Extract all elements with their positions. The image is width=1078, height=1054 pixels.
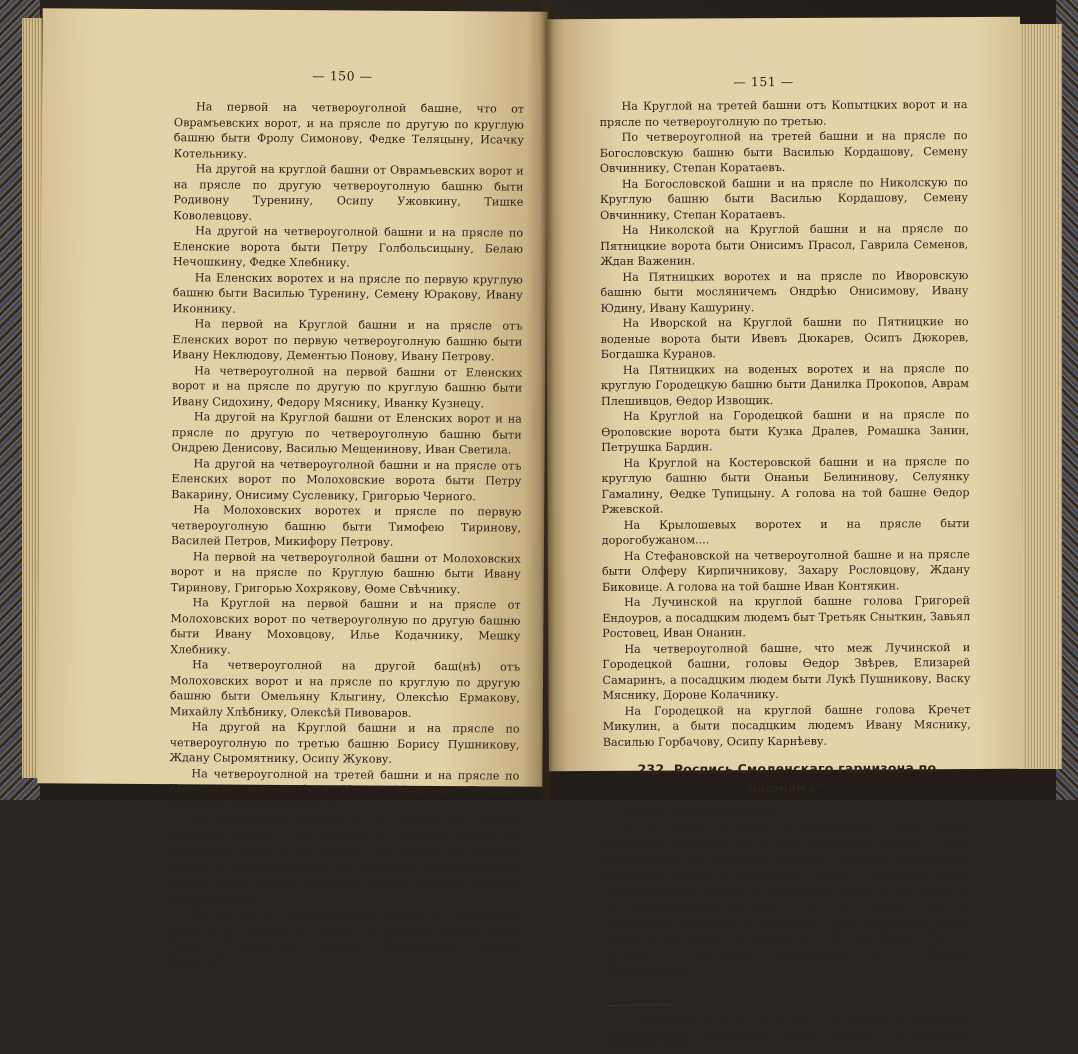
paragraph: На Лучинской на круглой башне голова Григорей Ендоуров, а посадцким людемъ быт Третьяк Сныткин, Завьял Ростовец, Иван Онанин. [602,594,971,640]
paragraph: На четвероуголной башне, что меж Лучинской и Городецкой башни, головы Ѳедор Звѣрев, Елизарей Самаринъ, а посадцким людем быти Лукѣ Пушникову, Васку Мяснику, Дороне Колачнику. [602,640,971,702]
page-edges-right [1018,24,1062,769]
paragraph: На четвероуголной на другой баш(нѣ) отъ Молоховских ворот и на прясле по круглую по другую башню быти Омельяну Клыгину, Олексѣю Ермакову, Михайлу Хлѣбнику, Олексѣй Пивоваров. [169,658,521,720]
paragraph: На Круглой на Городецкой башни и на прясле по Ѳроловские ворота быти Кузка Дралев, Ромашка Занин, Петрушка Бардин. [601,408,970,454]
paragraph: На четвероуголной на первой башни от Еленских ворот и на прясле по другую по круглую башню быти Ивану Сидохину, Федору Мяснику, Иванку Кузнецу. [171,363,523,410]
paragraph: На другой на четвероуголной башни от Копытцких ворот и на прясле по третью по круглую башню быти Юрью Огопьянову, Меркуш Овощевникъ, Артем Коратаевъ. [168,906,519,967]
paragraph: По четвероуголной на третей башни и на прясле по Богословскую башню быти Василью Кордашову, Семену Овчиннику, Степан Коратаевъ. [599,129,968,175]
paragraph: На Стефановской на четвероуголной башне и на прясле быти Олферу Кирпичникову, Захару Рословцову, Ждану Биковице. А голова на той башне Иван Контякин. [601,547,970,594]
paragraph: На другой на четвероуголной башни и на прясле отъ Еленских ворот по Молоховские ворота быти Петру Вакарину, Онисиму Суслевику, Григорью Черного. [171,456,522,503]
paragraph: На Копытцких воротех и на прясле по первую Круглую башню.... На первой на Круглой башни от Копытцких ворот и на прясле.... На другой на Круглой башни от Копытцких ворот по другую по четвероуголную башню быти Ѳедору Бровкину, Ѳедка Канкинъ, Матѳѣй Чепелевников. [168,813,520,905]
paragraph: На первой на четвероуголной башни от Молоховских ворот и на прясле по Круглую башню быти Ивану Тиринову, Григорью Хохрякову, Ѳоме Свѣчнику. [170,549,521,596]
paragraph: На Крылошевых воротех и на прясле быти дорогобужаном.... [601,516,970,547]
paragraph: На Круглой на Костеровской башни и на прясле по круглую башню быти Онаньи Белининову, Селуянку Гамалину, Ѳедке Тупицыну. А голова на той башне Ѳедор Ржевской. [601,454,970,516]
paragraph: На Пятницких на воденых воротех и на прясле по круглую Городецкую башню быти Данилка Прокопов, Аврам Плешивцов, Ѳедор Извощик. [600,361,969,408]
page-number: — 150 — [312,68,373,84]
paragraph: Ворота Ѳроловские(скиe)... [625,806,788,820]
paragraph: На Николской на Круглой башни и на прясле по Пятницкие ворота быти Онисимъ Прасол, Гаврила Семенов, Ждан Важенин. [600,222,969,268]
footnote-mark: 1) [626,1013,634,1022]
paragraph: На Еленских воротех и на прясле по первую круглую башню быти Василью Туренину, Семену Юракову, Ивану Иконнику. [172,270,523,316]
page-number: — 151 — [733,73,794,90]
book-gutter [540,0,554,800]
paragraph: На другой на круглой башни от Оврамъевских ворот и на прясле по другую четвероуголную башню быти Родивону Туренину, Осипу Ужовкину, Тишке Коволевцову. [173,162,524,223]
paragraph: На другой на четвероуголной башни и на прясле по Еленские ворота быти Петру Голбольсицыну, Белаю Нечошкину, Федке Хлебнику. [172,224,524,270]
right-page [545,17,1024,1053]
paragraph: На Круглой на третей башни отъ Копытцких ворот и на прясле по четвероуголную по третью. [599,98,968,129]
paragraph: На другой на Круглой башни и на прясле по четвероуголную по третью башню Борису Пушникову, Ждану Сыромятнику, Осипу Жукову. [169,720,520,766]
section-heading-text: 232. Роспись Смоленскаго гарнизона по башнямъ [637,760,937,795]
right-paragraphs [599,97,970,750]
paragraph: На Круглой на первой башни и на прясле от Молоховских ворот по четвероуголную по другую башню быти Ивану Моховцову, Илье Кодачнику, Мешку Хлебнику. [170,596,521,657]
paragraph: На первой на четвероуголной башне, что от Оврамъевских ворот, и на прясле по другую по круглую башню быти Фролу Симонову, Федке Теляцыну, Исачку Котельнику. [173,100,525,161]
section-heading [603,760,971,796]
paragraph: На Молоховских воротех и прясле по первую четвероуголную башню быти Тимофею Тиринову, Василей Петров, Микифору Петрову. [170,503,522,549]
paragraph: На Городецкой на круглой башне голова Кречет Микулин, а быти посадцким людемъ Ивану Мяснику, Василью Горбачову, Осипу Карнѣеву. [602,702,971,749]
footnote-ref: 1) [816,779,826,789]
left-page-text [168,99,524,969]
paragraph: На Пятницких воротех и на прясле по Иворовскую башню быти мосляничемъ Ондрѣю Онисимову, Ивану Юдину, Ивану Кашурину. [600,268,969,315]
paragraph: На Богословской башни и на прясле по Николскую по Круглую башню быти Василью Кордашову, Семену Овчиннику, Степан Коратаевъ. [599,175,969,222]
paragraph: На Иворской на Круглой башни по Пятницкие но воденые ворота быти Ивевъ Дюкарев, Осипъ Дюкорев, Богдашка Куранов. [600,315,969,361]
section-paragraphs [603,804,972,976]
right-page-text [599,97,972,1054]
paragraph: И по городу по стенѣ по Семен(ской)... дати головѣ Никифору Ефимову да с ним посадцким людем ...фану Рогатникову да Григорью Героховy, Михайлу Хлѣбнику к наряду на заворот и на подъем... стенѣ... Городецкие сотни сотник Данила Кузмин да посадцких людей и ихъ детей да их подсуседников 53 чел. И из того числа стоят на Ѳроловских воротех и по городовой стенѣ посадцким людем девятк и ночевают 10 человѣкъ, а 43 человѣкамъ быти у остроху з Григорьем Какошкиным да с Ызаном Жидовиновым. [603,820,972,976]
footnote-text: Совпадаетъ съ А. И., II, № 259, I, но полнѣе ея, потому что распредѣляются обязанности между людьми, составляющими гарнизонъ башенъ. [604,1013,973,1053]
paragraph: На четвероуголной на третей башни и на прясле по Копытцкие ворота быти Юрька Москалев, Данилка Жулидов, Дмитрей Голубцов. [169,766,520,812]
footnote [604,1010,972,1054]
paragraph: На первой на Круглой башни и на прясле отъ Еленских ворот по первую четвероуголную башню быти Ивану Неклюдову, Дементью Понову, Ивану Петрову. [172,317,523,364]
paragraph: На другой на Круглой башни от Еленских ворот и на прясле по другую по четвероуголную башню быти Ондрею Денисову, Василью Мещенинову, Иван Светила. [171,410,522,457]
left-page [37,8,547,967]
footnote-rule [604,1004,674,1005]
